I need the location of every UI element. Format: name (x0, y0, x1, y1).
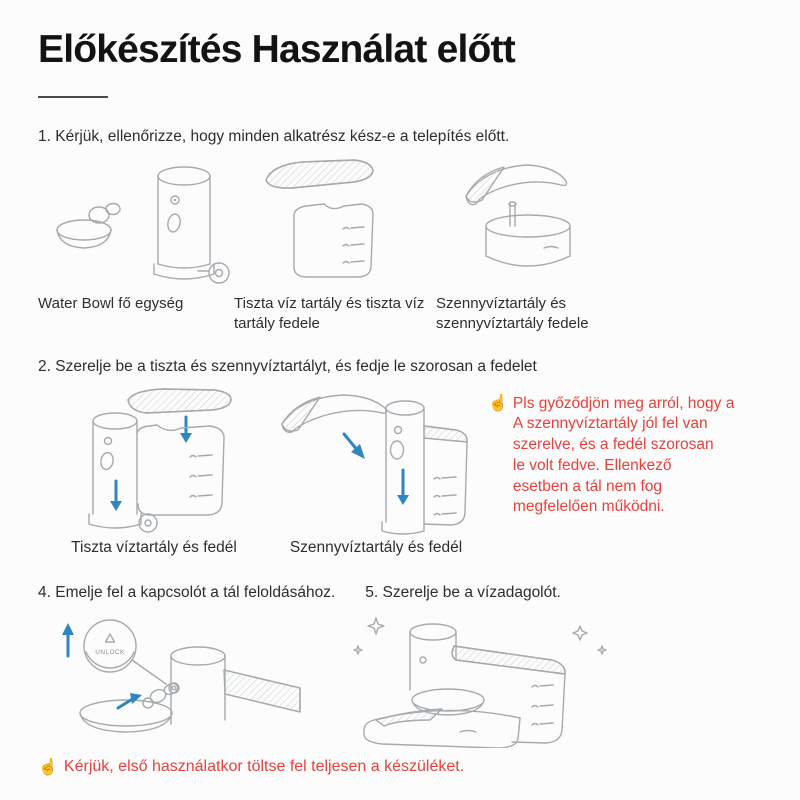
figure-label-waste-tank: Szennyvíztartály és szennyvíztartály fedele (436, 295, 589, 332)
tower-top (158, 167, 210, 185)
step-1-text: 1. Kérjük, ellenőrizze, hogy minden alkatrész kész-e a telepítés előtt. (38, 128, 510, 145)
tower-top (410, 624, 456, 640)
tower-sides (158, 176, 210, 264)
figure-block-install-clean-tank (38, 386, 270, 558)
sparkle-icon (573, 626, 587, 640)
title-divider (38, 96, 108, 98)
camera-lens (420, 657, 426, 663)
bowl-holder-pin (216, 270, 223, 277)
tower-top (93, 413, 137, 429)
level-mark-1 (532, 685, 553, 687)
install-clean-tank-illustration (38, 386, 270, 536)
waste-lid-hatch (282, 397, 320, 431)
level-mark-2 (343, 244, 364, 246)
figure-label-clean-tank: Tiszta víz tartály és tiszta víz tartály fedele (234, 295, 425, 332)
down-arrow-head (397, 495, 409, 505)
sparkle-icon (368, 618, 384, 634)
water-bowl-main-unit-illustration (38, 154, 234, 290)
base-tray (382, 522, 424, 534)
unlock-switch-illustration (38, 608, 348, 740)
step-2-text: 2. Szerelje be a tiszta és szennyvíztartályt, és fedje le szorosan a fedelet (38, 357, 537, 375)
level-mark-3 (434, 513, 456, 515)
base-mark (460, 731, 476, 733)
first-use-note (38, 758, 770, 778)
figure-block-install-waste-tank (270, 386, 482, 558)
tower-sides (410, 632, 456, 690)
bowl-holder (209, 263, 229, 283)
up-arrow-head (62, 623, 74, 635)
level-mark-1 (190, 455, 212, 457)
bowl-nub-cap (106, 204, 120, 215)
callout-line (132, 660, 166, 684)
bowl-rim (412, 689, 484, 711)
level-mark-3 (190, 495, 212, 497)
tank-body (512, 674, 565, 743)
figure-label-install-clean-tank: Tiszta víztartály és fedél (71, 538, 237, 556)
steps-4-5-row (38, 584, 770, 602)
figure-block-waste-tank (436, 154, 650, 334)
spout-hole (100, 451, 115, 470)
clean-tank-body (294, 204, 373, 277)
first-use-note-text: Kérjük, első használatkor töltse fel teljesen a készüléket. (63, 758, 465, 776)
level-mark-2 (434, 495, 456, 497)
camera-lens (105, 437, 112, 444)
spout-hole (166, 213, 181, 233)
figure-block-water-bowl-main-unit (38, 154, 234, 314)
level-mark-3 (343, 261, 364, 263)
down-arrow-head (110, 501, 122, 511)
figure-label-install-waste-tank: Szennyvíztartály és fedél (289, 538, 463, 556)
pointing-hand-icon: ☝ (488, 394, 508, 412)
bowl-holder-pin (145, 520, 151, 526)
diagonal-arrow-head (130, 693, 142, 704)
step-4-text: 4. Emelje fel a kapcsolót a tál feloldásához. (38, 584, 336, 602)
sparkle-icon (354, 646, 362, 654)
parts-overview-row (38, 154, 770, 334)
waste-tank-illustration (436, 154, 650, 290)
waste-tank-mark (544, 247, 558, 249)
sparkle-icon (598, 646, 606, 654)
spout-hole (391, 441, 404, 459)
camera-lens (395, 426, 402, 433)
waste-tank-body (486, 226, 570, 266)
pointing-hand-icon: ☝ (38, 759, 58, 777)
clean-tank-lid (266, 160, 373, 188)
mount-knob (143, 698, 153, 708)
down-arrow-head (180, 433, 192, 443)
tank-body (137, 425, 224, 515)
assembly-warning-text: Pls győződjön meg arról, hogy a A szennyvíztartály jól fel van szerelve, és a fedél szorosan le volt fedve. Ellenkező esetben a tál nem fog megfelelően működni. (512, 394, 735, 516)
figure-label-water-bowl: Water Bowl fő egység (38, 295, 184, 312)
switch-triangle (106, 634, 115, 642)
final-steps-row (38, 608, 770, 748)
waste-tank-lid-hatch (466, 167, 504, 202)
assembled-fountain-illustration (348, 608, 633, 748)
tower-sides (386, 408, 424, 522)
bowl-body (57, 230, 111, 248)
page-title: Előkészítés Használat előtt (38, 28, 515, 71)
level-mark-3 (532, 723, 553, 725)
step-5-text: 5. Szerelje be a vízadagolót. (365, 584, 561, 602)
clean-tank-illustration (234, 154, 436, 290)
level-mark-1 (343, 227, 364, 229)
install-row (38, 386, 770, 558)
unlock-switch-pin (172, 686, 176, 690)
install-waste-tank-illustration (270, 386, 482, 536)
level-mark-2 (532, 705, 553, 707)
level-mark-2 (190, 475, 212, 477)
unlock-switch-label: UNLOCK (95, 649, 125, 657)
assembly-warning (488, 386, 766, 519)
tower-top (386, 401, 424, 415)
level-mark-1 (434, 477, 456, 479)
waste-tank-rim (486, 215, 570, 237)
zoom-circle (84, 620, 136, 672)
table-edge-hatch (224, 670, 300, 712)
tower-top (171, 647, 225, 665)
figure-block-clean-tank (234, 154, 436, 334)
camera-dot (174, 199, 176, 201)
base-rim (158, 264, 210, 268)
base-tray (89, 514, 141, 528)
base-rim-hatch (376, 709, 442, 726)
